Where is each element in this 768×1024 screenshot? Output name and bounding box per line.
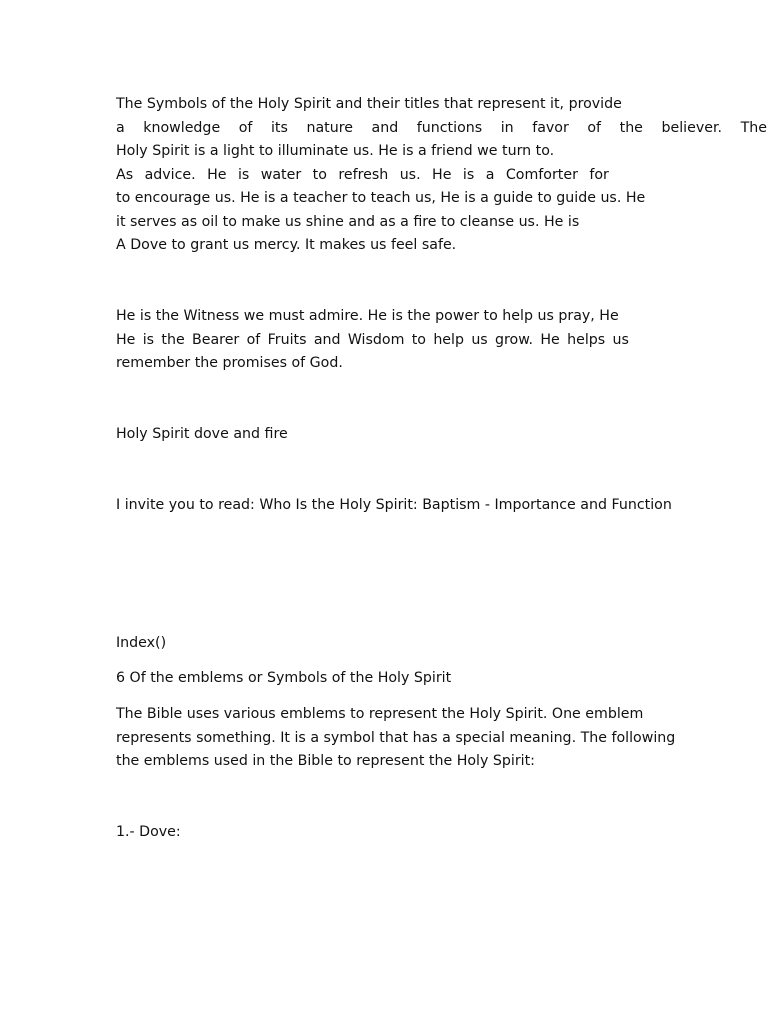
word: nature — [306, 120, 353, 136]
word: grow. — [495, 332, 534, 348]
paragraph-3-line-1: The Bible uses various emblems to represent the Holy Spirit. One emblem — [116, 706, 644, 722]
word: He — [116, 332, 136, 348]
word: us — [612, 332, 629, 348]
paragraph-1-line-7: A Dove to grant us mercy. It makes us feel safe. — [116, 237, 457, 253]
paragraph-2-line-3: remember the promises of God. — [116, 355, 343, 371]
word: us — [471, 332, 488, 348]
word: helps — [567, 332, 606, 348]
word: of — [246, 332, 261, 348]
word: to — [411, 332, 426, 348]
word: is — [462, 167, 475, 183]
paragraph-1-line-4 — [116, 165, 609, 185]
paragraph-1-line-5: to encourage us. He is a teacher to teach us, He is a guide to guide us. He — [116, 190, 646, 206]
image-caption: Holy Spirit dove and fire — [116, 426, 288, 442]
word: He — [432, 167, 452, 183]
word: He — [207, 167, 227, 183]
paragraph-1-line-6: it serves as oil to make us shine and as a fire to cleanse us. He is — [116, 214, 580, 230]
word: in — [500, 120, 514, 136]
word: water — [260, 167, 302, 183]
word: help — [433, 332, 464, 348]
word: of — [587, 120, 602, 136]
word: of — [238, 120, 253, 136]
word: believer. — [661, 120, 722, 136]
word: refresh — [338, 167, 389, 183]
word: the — [619, 120, 643, 136]
list-item-dove: 1.- Dove: — [116, 824, 181, 840]
paragraph-3-line-2: represents something. It is a symbol that has a special meaning. The following — [116, 730, 676, 746]
word: favor — [532, 120, 569, 136]
word: and — [371, 120, 399, 136]
word: He — [540, 332, 560, 348]
word: functions — [416, 120, 483, 136]
word: knowledge — [143, 120, 221, 136]
word: Comforter — [505, 167, 578, 183]
word: a — [485, 167, 495, 183]
word: a — [116, 120, 125, 136]
related-article-invite: I invite you to read: Who Is the Holy Spirit: Baptism - Importance and Function — [116, 497, 672, 513]
word: its — [270, 120, 288, 136]
paragraph-1-line-2 — [116, 118, 767, 138]
paragraph-1-line-1: The Symbols of the Holy Spirit and their titles that represent it, provide — [116, 96, 622, 112]
word: for — [589, 167, 609, 183]
word: The — [740, 120, 767, 136]
word: Fruits — [267, 332, 307, 348]
index-label: Index() — [116, 635, 167, 651]
paragraph-1-line-3: Holy Spirit is a light to illuminate us. He is a friend we turn to. — [116, 143, 555, 159]
word: the — [161, 332, 185, 348]
paragraph-3-line-3: the emblems used in the Bible to represent the Holy Spirit: — [116, 753, 535, 769]
paragraph-2-line-1: He is the Witness we must admire. He is the power to help us pray, He — [116, 308, 619, 324]
word: is — [237, 167, 250, 183]
word: to — [312, 167, 327, 183]
word: us. — [399, 167, 421, 183]
word: As — [116, 167, 134, 183]
word: is — [142, 332, 155, 348]
word: advice. — [144, 167, 196, 183]
word: and — [313, 332, 341, 348]
paragraph-2-line-2 — [116, 330, 629, 350]
word: Wisdom — [347, 332, 405, 348]
word: Bearer — [192, 332, 240, 348]
section-heading: 6 Of the emblems or Symbols of the Holy Spirit — [116, 670, 452, 686]
